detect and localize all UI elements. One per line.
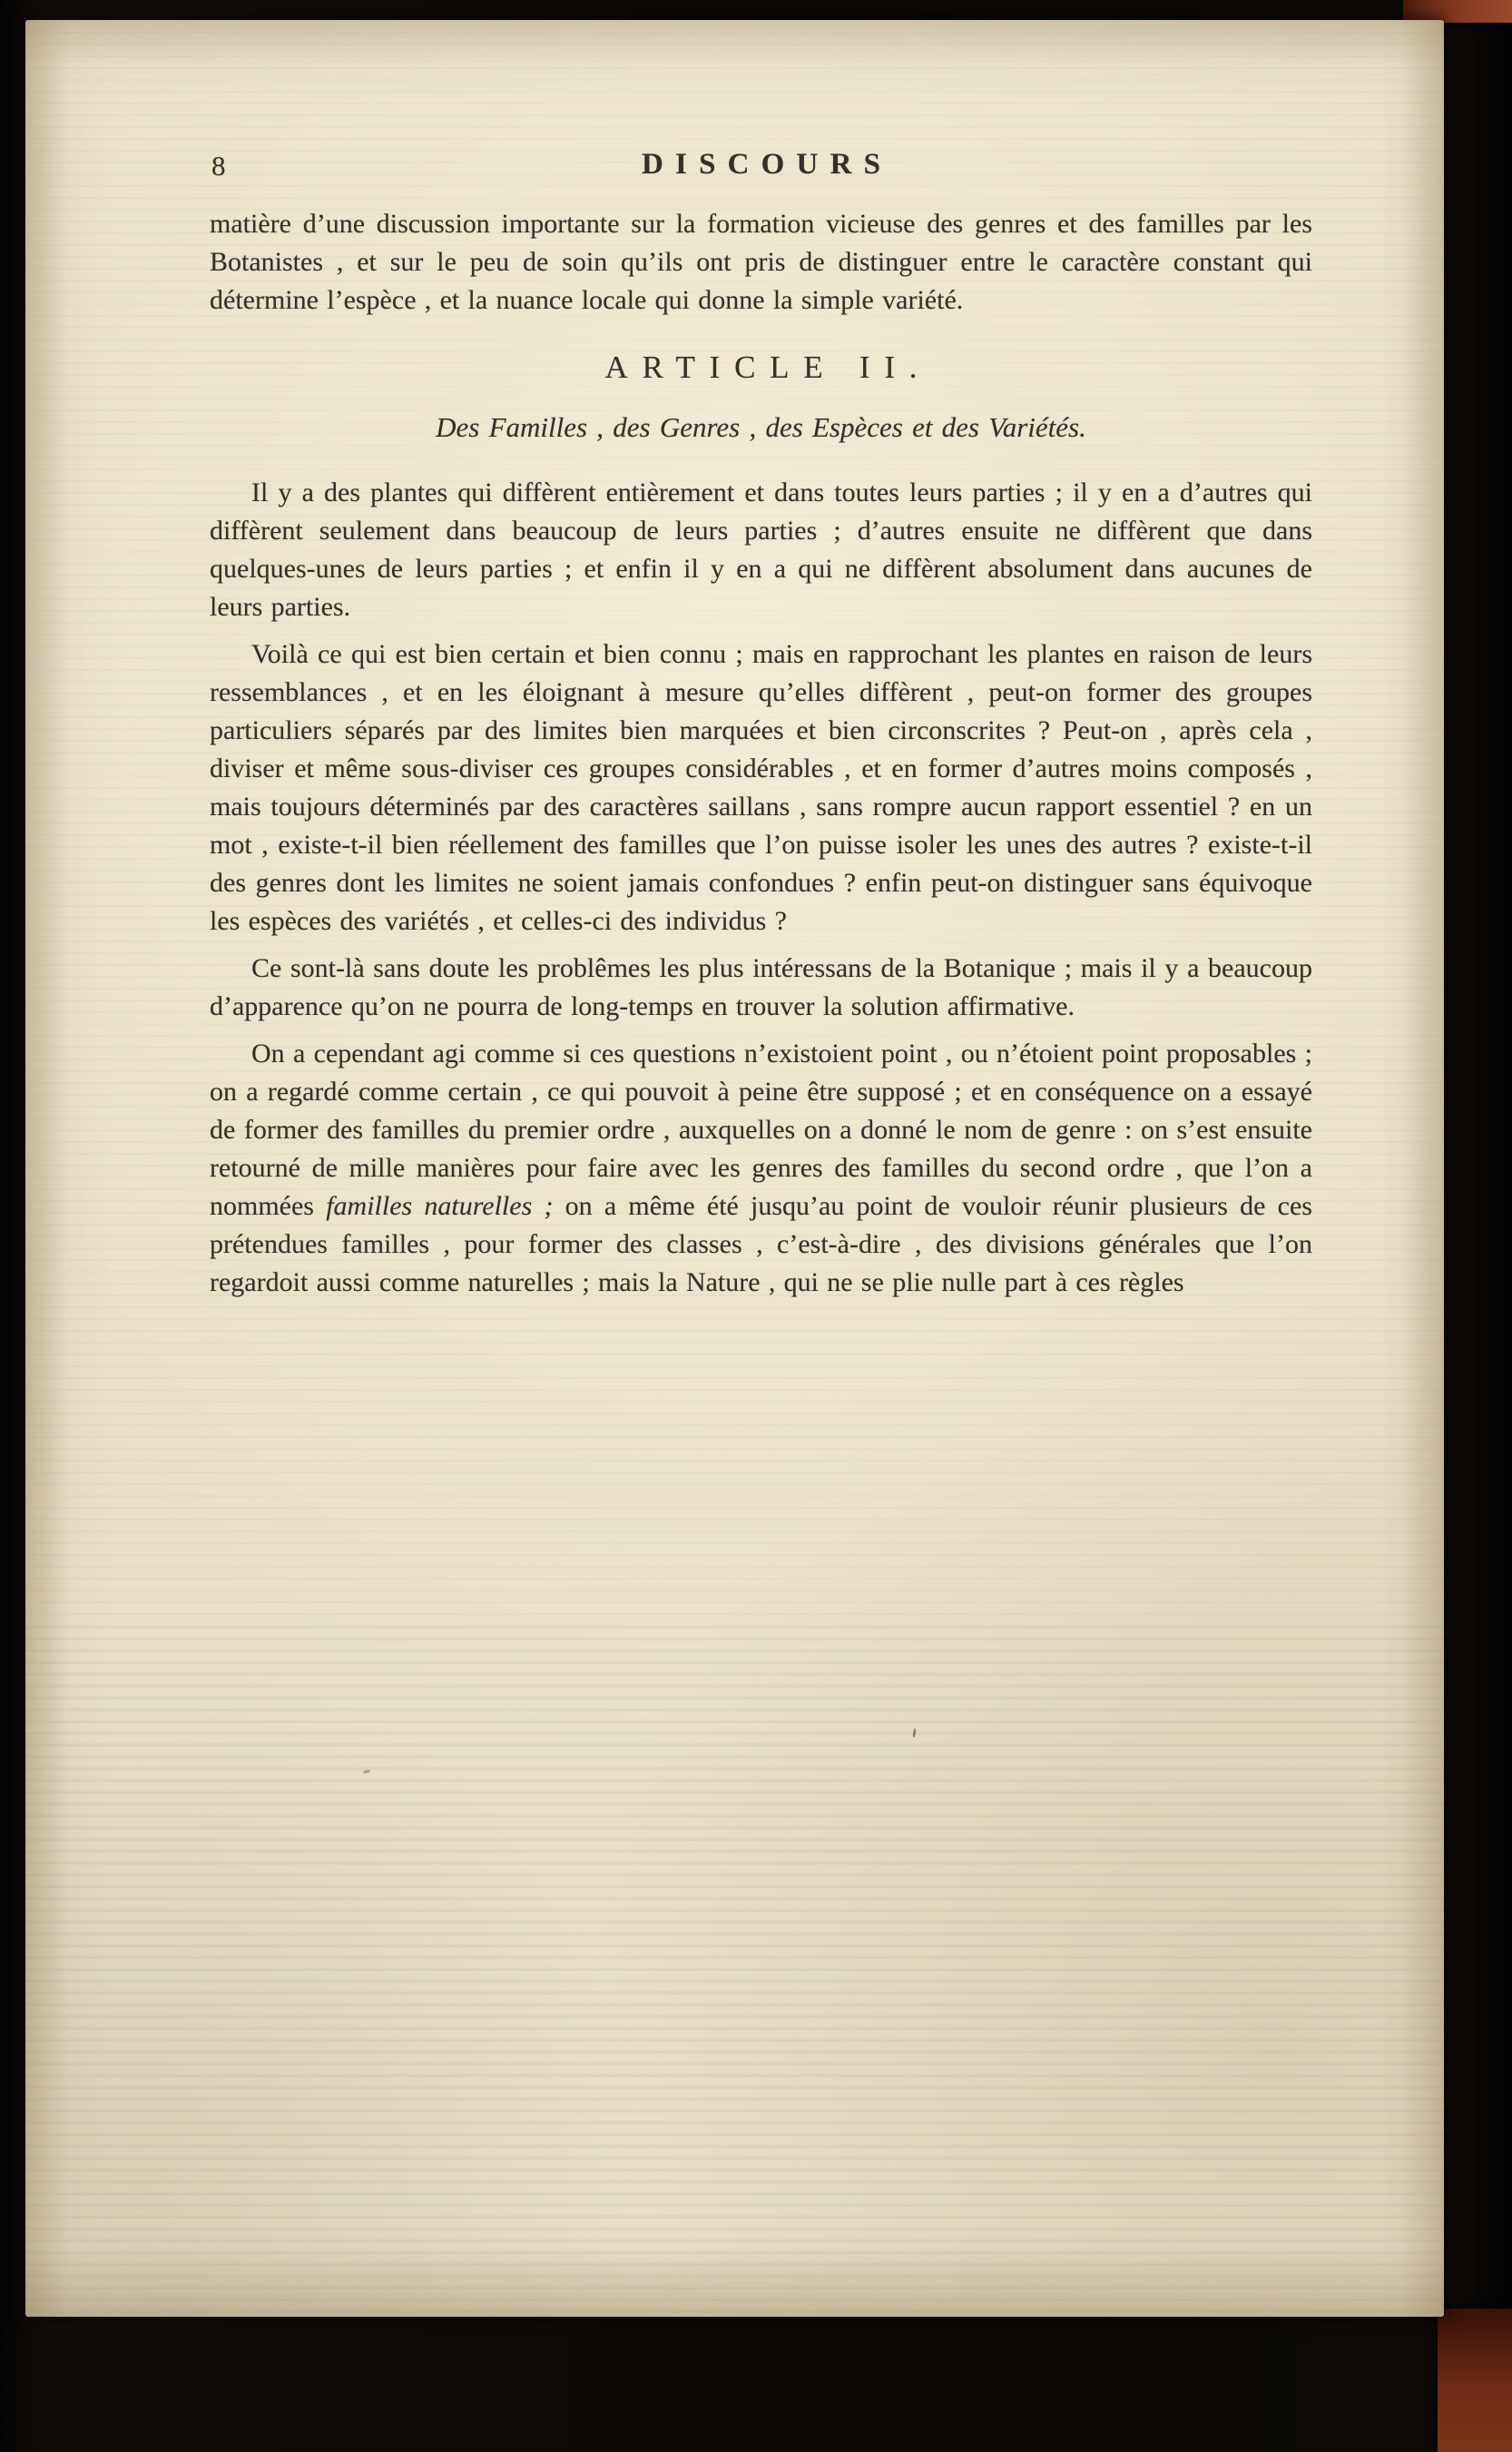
paragraph-text: on a même été jusqu’au point de vouloir réunir plusieurs de ces prétendues familles , pour former des classes , c’est-à-dire , des divisions générales que l’on regardoit aussi comme naturelles ; mais la Nature , qui ne se plie nulle part à ces règles bbox=[210, 1191, 1312, 1297]
page-content bbox=[210, 145, 1312, 1311]
article-heading: ARTICLE II. bbox=[604, 350, 932, 385]
paragraph bbox=[210, 1035, 1312, 1302]
paragraph: Voilà ce qui est bien certain et bien connu ; mais en rapprochant les plantes en raison de leurs ressemblances , et en les éloignant à mesure qu’elles diffèrent , peut-on former des groupes particuliers séparés par des limites bien marquées et bien circonscrites ? Peut-on , après cela , diviser et même sous-diviser ces groupes considérables , et en former d’autres moins composés , mais toujours déterminés par des caractères saillans , sans rompre aucun rapport essentiel ? en un mot , existe-t-il bien réellement des familles que l’on puisse isoler les unes des autres ? existe-t-il des genres dont les limites ne soient jamais confondues ? enfin peut-on distinguer sans équivoque les espèces des variétés , et celles-ci des individus ? bbox=[210, 639, 1312, 936]
scan-speck bbox=[363, 1769, 370, 1774]
scan-speck bbox=[912, 1728, 916, 1738]
intro-paragraph: matière d’une discussion importante sur la formation vicieuse des genres et des familles par les Botanistes , et sur le peu de soin qu’ils ont pris de distinguer entre le caractère constant qui détermine l’espèce , et la nuance locale qui donne la simple variété. bbox=[210, 209, 1312, 315]
article-subtitle: Des Familles , des Genres , des Espèces et des Variétés. bbox=[436, 411, 1086, 443]
page-number: 8 bbox=[211, 150, 226, 182]
emphasized-term: familles naturelles ; bbox=[326, 1191, 554, 1221]
page-header bbox=[210, 145, 1312, 189]
paragraph: Ce sont-là sans doute les problêmes les plus intéressans de la Botanique ; mais il y a beaucoup d’apparence qu’on ne pourra de long-temps en trouver la solution affirmative. bbox=[210, 953, 1312, 1021]
running-header: DISCOURS bbox=[642, 148, 893, 181]
paper-texture bbox=[25, 1627, 1444, 2317]
paragraph: Il y a des plantes qui diffèrent entièrement et dans toutes leurs parties ; il y en a d’autres qui diffèrent seulement dans beaucoup de leurs parties ; d’autres ensuite ne diffèrent que dans quelques-unes de leurs parties ; et enfin il y en a qui ne diffèrent absolument dans aucunes de leurs parties. bbox=[210, 478, 1312, 622]
book-page bbox=[25, 20, 1444, 2317]
book-binding-edge-bottom bbox=[1438, 2309, 1512, 2452]
paragraph-text: On a cependant agi comme si ces questions n’existoient point , ou n’étoient point proposables ; on a regardé comme certain , ce qui pouvoit à peine être supposé ; et en conséquence on a essayé de former des familles du premier ordre , auxquelles on a donné le nom de genre : on s’est ensuite retourné de mille manières pour faire avec les genres des familles du second ordre , que l’on a nommées bbox=[210, 1039, 1312, 1221]
